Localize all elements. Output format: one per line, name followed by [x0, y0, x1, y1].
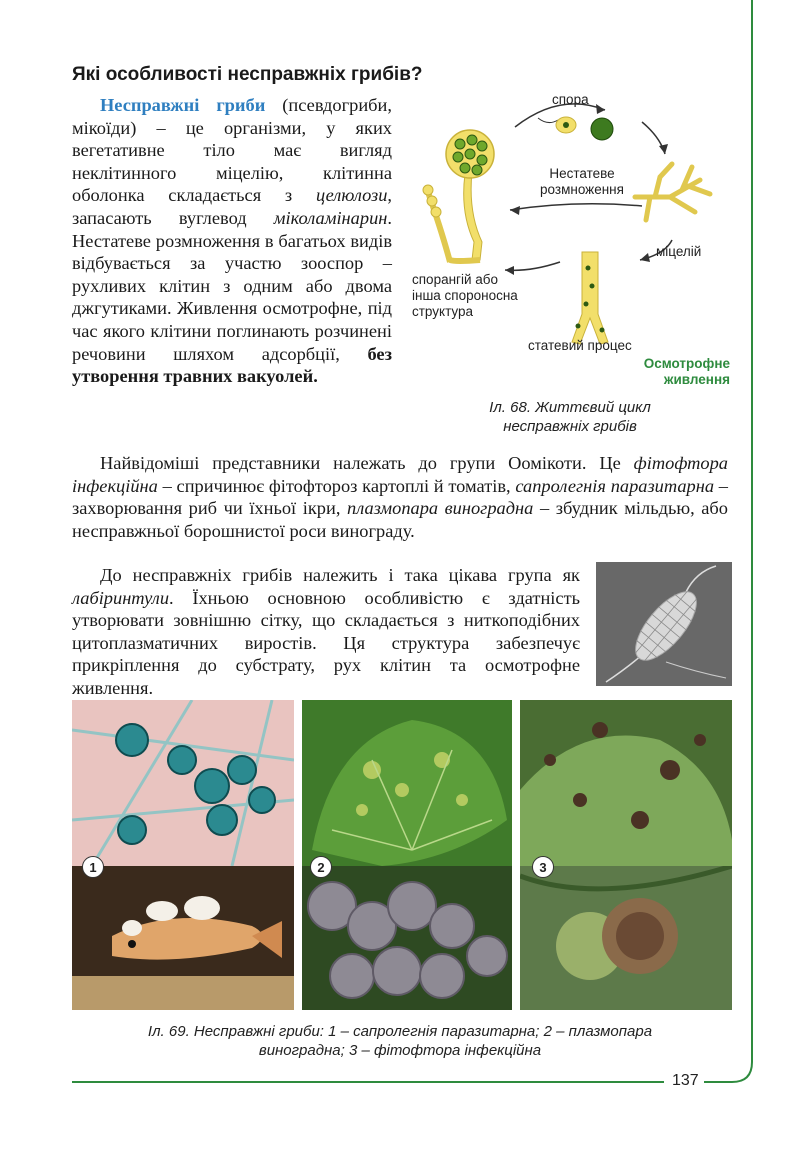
page-number: 137 [672, 1072, 699, 1089]
labyrinthula-micrograph [596, 562, 732, 686]
photo-infected-grapes [302, 866, 512, 1010]
paragraph-definition: Несправжні гриби (псевдогриби, мікоїди) – це організми, у яких вегетативне тіло має вигляд неклітинного міцелію, клітинна оболонка складається з целюлози, запасають вуглевод міколамінарин. Нестатеве розмноження в багатьох видів відбувається за участю зооспор – рухливих клітин з одним або двома джгутиками. Живлення осмотрофне, під час якого клітини поглинають розчинені речовини шляхом адсорбції, без утворення травних вакуолей. [72, 95, 392, 387]
label-sexual-process: статевий процес [528, 338, 632, 353]
life-cycle-diagram [410, 82, 740, 392]
figure-badge-2: 2 [310, 856, 332, 878]
section-heading: Які особливості несправжніх грибів? [72, 64, 423, 85]
figure-68-caption: Іл. 68. Життєвий цикл несправжніх грибів [489, 399, 651, 435]
photo-grape-leaf [302, 700, 512, 866]
photo-infected-tomato [520, 866, 732, 1010]
label-osmotrophic: Осмотрофне живлення [643, 356, 730, 387]
term-pseudofungi: Несправжні гриби [100, 95, 266, 115]
figure-69-caption: Іл. 69. Несправжні гриби: 1 – сапролегнія паразитарна; 2 – плазмопара виноградна; 3 – фітофтора інфекційна [147, 1023, 653, 1059]
photo-tomato-leaf [520, 700, 732, 866]
photo-infected-fish [72, 866, 294, 1010]
photo-saprolegnia-micro [72, 700, 294, 866]
paragraph-labyrinthulae: До несправжніх грибів належить і така цікава група як лабіринтули. Їхньою основною особливістю є здатність утворювати зовнішню сітку, що складається з ниткоподібних цитоплазматичних виростів. Ця структура забезпечує прикріплення до субстрату, рух клітин та осмотрофне живлення. [72, 565, 580, 698]
label-sporangium: спорангій або інша спороносна структура [412, 272, 518, 319]
label-asexual: Нестатеве розмноження [540, 166, 624, 197]
paragraph-representatives: Найвідоміші представники належать до групи Оомікоти. Це фітофтора інфекційна – спричинює фітофтороз картоплі й томатів, сапролегнія паразитарна – захворювання риб чи їхньої ікри, плазмопара виноградна – збудник мільдью, або несправжньої борошнистої роси винограду. [72, 453, 728, 541]
figure-badge-3: 3 [532, 856, 554, 878]
label-spore: спора [552, 92, 589, 107]
label-mycelium: міцелій [656, 244, 702, 259]
figure-badge-1: 1 [82, 856, 104, 878]
